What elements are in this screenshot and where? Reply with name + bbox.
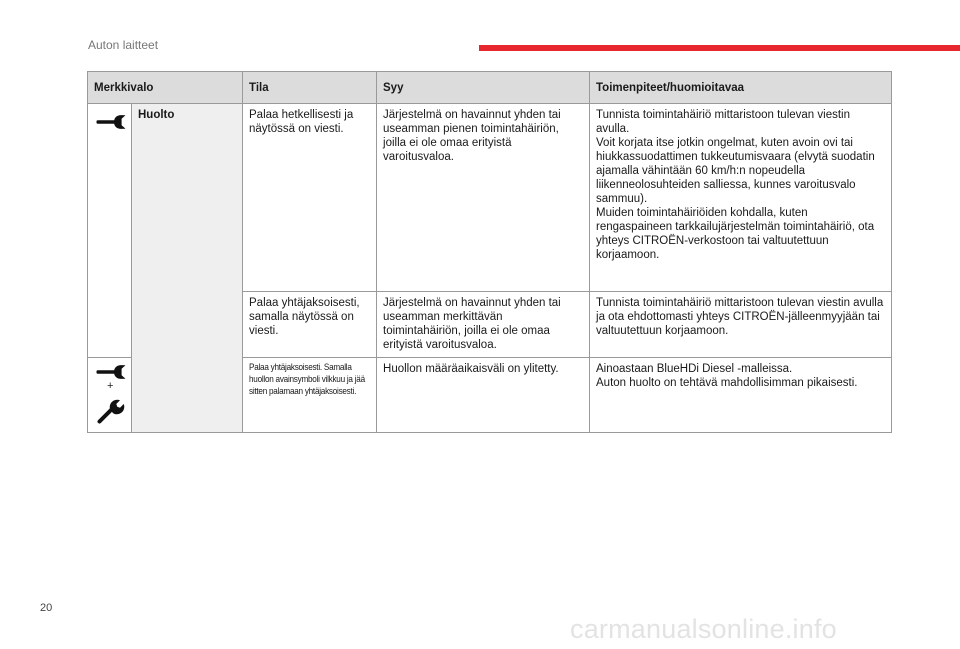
state-text-condensed: Palaa yhtäjaksoisesti. Samalla huollon avainsymboli vilkkuu ja jää sitten palamaan yhtäjaksoisesti.: [249, 362, 365, 397]
action-cell: [590, 104, 892, 292]
wrench-icon: [96, 114, 126, 130]
action-line: Muiden toimintahäiriöiden kohdalla, kuten rengaspaineen tarkkailujärjestelmän toimintahäiriö, ota yhteys CITROËN-verkostoon tai valtuutettuun korjaamoon.: [596, 207, 875, 261]
warning-lights-table: [87, 71, 892, 433]
action-line: Auton huolto on tehtävä mahdollisimman pikaisesti.: [596, 377, 858, 389]
column-header-action: Toimenpiteet/huomioitavaa: [590, 72, 892, 104]
wrench-icon: [96, 364, 126, 380]
action-line: Tunnista toimintahäiriö mittaristoon tulevan viestin avulla.: [596, 109, 850, 135]
cause-cell: Huollon määräaikaisväli on ylitetty.: [377, 358, 590, 433]
cause-cell: Järjestelmä on havainnut yhden tai useamman merkittävän toimintahäiriön, joilla ei ole omaa erityistä varoitusvaloa.: [377, 292, 590, 358]
icon-cell: [88, 358, 132, 433]
section-accent-bar: [479, 45, 960, 51]
page-number: 20: [40, 602, 53, 614]
column-header-warning-light: Merkkivalo: [88, 72, 243, 104]
table-header-row: [88, 72, 892, 104]
action-line: Ainoastaan BlueHDi Diesel -malleissa.: [596, 363, 793, 375]
action-cell: Tunnista toimintahäiriö mittaristoon tulevan viestin avulla ja ota ehdottomasti yhteys CITROËN-jälleenmyyjään tai valtuutettuun korjaamoon.: [590, 292, 892, 358]
watermark: carmanualsonline.info: [570, 614, 837, 644]
plus-icon: +: [107, 380, 114, 392]
column-header-state: Tila: [243, 72, 377, 104]
action-cell: [590, 358, 892, 433]
action-line: Voit korjata itse jotkin ongelmat, kuten avoin ovi tai hiukkassuodattimen tukkeutumisvaara (elvytä suodatin ajamalla vähintään 60 km/h:n nopeudella liikenneolosuhteiden salliessa, kunnes varoitusvalo sammuu).: [596, 137, 875, 205]
table-row: [88, 104, 892, 292]
cause-cell: Järjestelmä on havainnut yhden tai useamman pienen toimintahäiriön, joilla ei ole omaa erityistä varoitusvaloa.: [377, 104, 590, 292]
state-cell: Palaa hetkellisesti ja näytössä on viesti.: [243, 104, 377, 292]
warning-name-cell: [132, 104, 243, 433]
spanner-icon: [97, 398, 125, 424]
section-title: Auton laitteet: [88, 38, 159, 52]
icon-cell: [88, 104, 132, 358]
column-header-cause: Syy: [377, 72, 590, 104]
state-cell: Palaa yhtäjaksoisesti, samalla näytössä on viesti.: [243, 292, 377, 358]
state-cell: [243, 358, 377, 433]
warning-name: Huolto: [138, 109, 175, 121]
